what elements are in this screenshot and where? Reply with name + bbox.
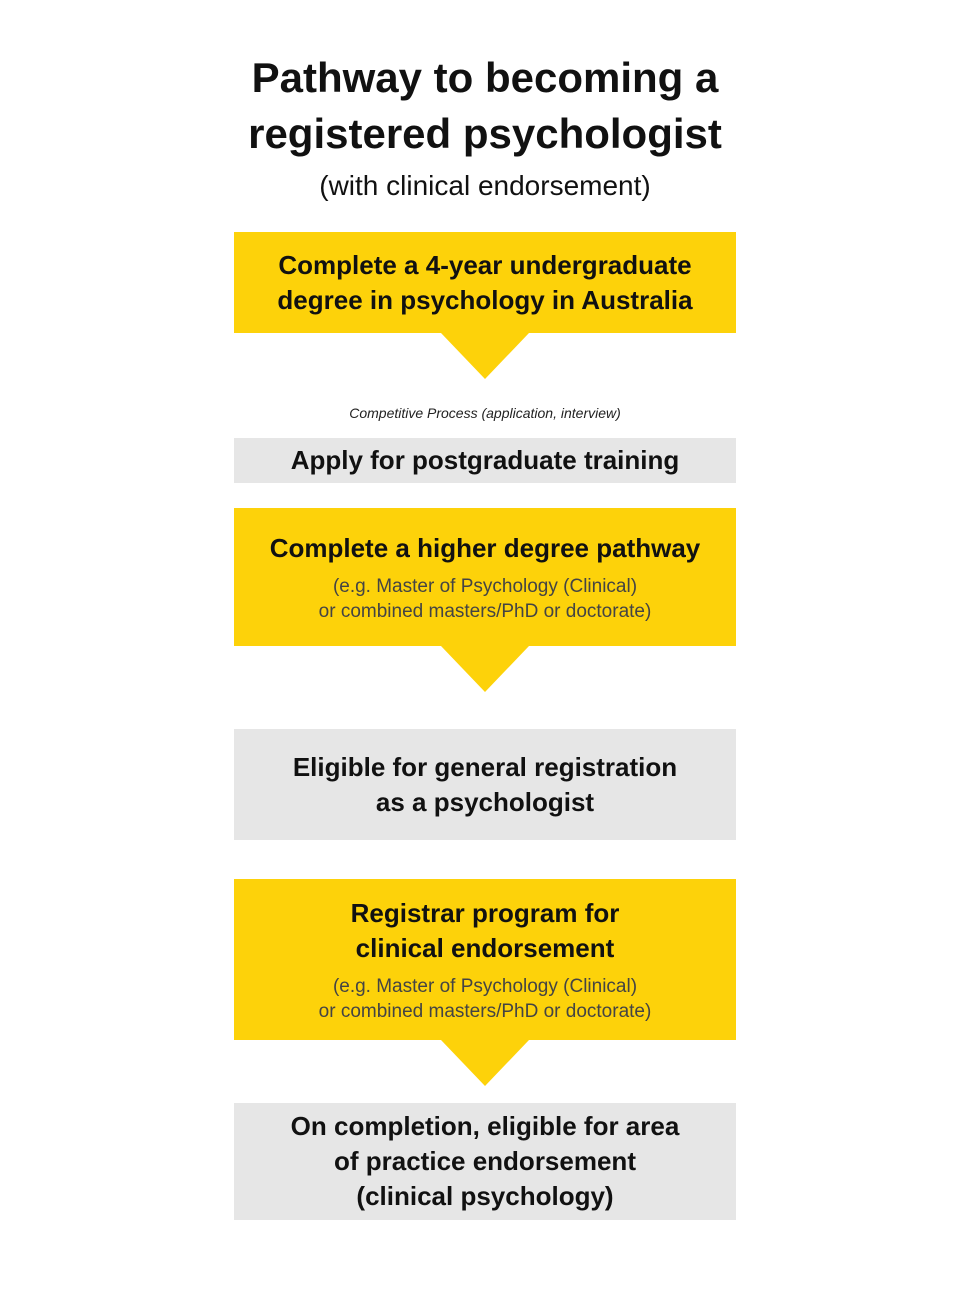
page-subtitle: (with clinical endorsement) bbox=[319, 170, 651, 201]
step-higher-degree-sub-line-1: (e.g. Master of Psychology (Clinical) bbox=[332, 575, 638, 597]
step-registrar-sub bbox=[319, 974, 652, 1024]
step-registrar-sub-line-1: (e.g. Master of Psychology (Clinical) bbox=[332, 975, 638, 997]
step-undergraduate-line-2: degree in psychology in Australia bbox=[277, 284, 693, 315]
step-higher-degree-sub-line-2: or combined masters/PhD or doctorate) bbox=[318, 600, 652, 622]
competitive-process-note: Competitive Process (application, interview) bbox=[349, 405, 621, 421]
step-registrar-sub-line-2: or combined masters/PhD or doctorate) bbox=[318, 1000, 652, 1022]
step-endorsement-line-2: of practice endorsement bbox=[334, 1146, 636, 1176]
step-endorsement-line-3: (clinical psychology) bbox=[356, 1181, 614, 1211]
step-endorsement-line-1: On completion, eligible for area bbox=[290, 1111, 680, 1141]
step-undergraduate-main bbox=[277, 248, 692, 318]
title-line-2: registered psychologist bbox=[248, 110, 722, 157]
arrow-down-2 bbox=[441, 646, 529, 692]
step-apply-postgraduate bbox=[234, 438, 736, 483]
step-higher-degree bbox=[234, 508, 736, 646]
step-endorsement-main bbox=[291, 1109, 680, 1214]
step-undergraduate-line-1: Complete a 4-year undergraduate bbox=[278, 249, 692, 280]
step-general-registration-line-2: as a psychologist bbox=[375, 786, 595, 817]
arrow-down-3 bbox=[441, 1040, 529, 1086]
step-registrar-line-2: clinical endorsement bbox=[355, 932, 615, 963]
step-registrar-line-1: Registrar program for bbox=[350, 897, 620, 928]
step-undergraduate-degree bbox=[234, 232, 736, 333]
step-registrar-main bbox=[351, 896, 620, 966]
title-line-1: Pathway to becoming a bbox=[251, 54, 719, 101]
step-apply-line-1: Apply for postgraduate training bbox=[290, 445, 680, 475]
page-title bbox=[0, 50, 970, 162]
step-higher-degree-sub bbox=[319, 574, 652, 624]
step-area-of-practice-endorsement bbox=[234, 1103, 736, 1220]
step-general-registration bbox=[234, 729, 736, 840]
arrow-down-1 bbox=[441, 333, 529, 379]
step-general-registration-line-1: Eligible for general registration bbox=[292, 751, 678, 782]
step-higher-degree-line-1: Complete a higher degree pathway bbox=[269, 532, 701, 563]
step-registrar-program bbox=[234, 879, 736, 1040]
step-general-registration-main bbox=[293, 750, 677, 820]
